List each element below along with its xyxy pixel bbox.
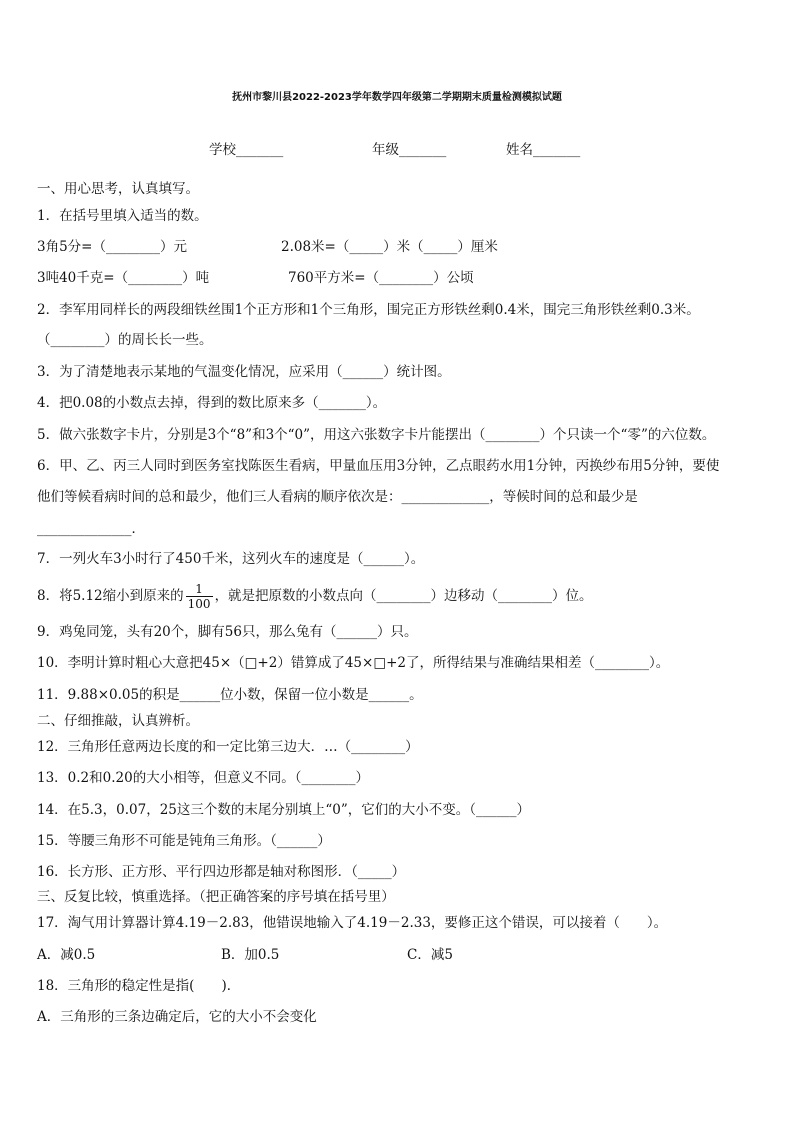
question-11: 11．9.88×0.05的积是______位小数，保留一位小数是______。 [37, 687, 423, 703]
question-1: 1．在括号里填入适当的数。 [37, 208, 208, 224]
section-3-heading: 三、反复比较，慎重选择。（把正确答案的序号填在括号里） [37, 889, 395, 905]
question-9: 9．鸡兔同笼，头有20个，脚有56只，那么兔有（______）只。 [37, 624, 418, 640]
name-field: 姓名_______ [506, 142, 581, 158]
question-4: 4．把0.08的小数点去掉，得到的数比原来多（_______）。 [37, 395, 387, 411]
question-6-line-3: ______________． [37, 521, 145, 537]
section-1-heading: 一、用心思考，认真填写。 [37, 181, 199, 197]
question-5: 5．做六张数字卡片，分别是3个“8”和3个“0”，用这六张数字卡片能摆出（________）个只读一个“零”的六位数。 [37, 427, 716, 443]
question-15: 15．等腰三角形不可能是钝角三角形。（______） [37, 833, 331, 849]
question-3: 3．为了清楚地表示某地的气温变化情况，应采用（______）统计图。 [37, 364, 451, 380]
question-17-option-b: B．加0.5 [221, 947, 280, 963]
question-17-option-c: C．减5 [407, 947, 453, 963]
fraction-numerator: 1 [186, 582, 213, 597]
question-16: 16．长方形、正方形、平行四边形都是轴对称图形．（_____） [37, 864, 406, 880]
exam-title: 抚州市黎川县2022-2023学年数学四年级第二学期期末质量检测模拟试题 [232, 92, 562, 103]
question-6-line-2: 他们等候看病时间的总和最少，他们三人看病的顺序依次是：_____________，等候时间的总和最少是 [37, 489, 638, 505]
fraction-denominator: 100 [187, 597, 211, 611]
question-13: 13．0.2和0.20的大小相等，但意义不同。（________） [37, 770, 369, 786]
question-14: 14．在5.3，0.07，25这三个数的末尾分别填上“0”，它们的大小不变。（______） [37, 802, 531, 818]
question-8-suffix: ，就是把原数的小数点向（________）边移动（________）位。 [214, 588, 593, 604]
fraction [186, 582, 213, 611]
question-2-line-2: （________）的周长长一些。 [37, 332, 213, 348]
section-2-heading: 二、仔细推敲，认真辨析。 [37, 713, 199, 729]
school-field: 学校_______ [209, 142, 284, 158]
question-2-line-1: 2．李军用同样长的两段细铁丝围1个正方形和1个三角形，围完正方形铁丝剩0.4米，围完三角形铁丝剩0.3米。 [37, 302, 700, 318]
question-1-c: 3吨40千克=（________）吨 [37, 270, 210, 286]
question-10: 10．李明计算时粗心大意把45×（□+2）错算成了45×□+2了，所得结果与准确结果相差（________）。 [37, 655, 670, 671]
question-12: 12．三角形任意两边长度的和一定比第三边大．…（________） [37, 739, 419, 755]
question-1-a: 3角5分=（________）元 [37, 239, 187, 255]
question-18-option-a: A．三角形的三条边确定后，它的大小不会变化 [37, 1009, 317, 1025]
question-8 [37, 578, 593, 614]
grade-field: 年级_______ [372, 142, 447, 158]
question-17-option-a: A．减0.5 [37, 947, 96, 963]
question-1-b: 2.08米=（_____）米（_____）厘米 [281, 239, 498, 255]
question-6-line-1: 6．甲、乙、丙三人同时到医务室找陈医生看病，甲量血压用3分钟，乙点眼药水用1分钟，丙换纱布用5分钟，要使 [37, 458, 720, 474]
question-17: 17．淘气用计算器计算4.19－2.83，他错误地输入了4.19－2.33，要修正这个错误，可以接着（ ）。 [37, 915, 668, 931]
question-18: 18．三角形的稳定性是指( )． [37, 978, 241, 994]
question-1-d: 760平方米=（________）公顷 [288, 270, 474, 286]
question-8-prefix: 8．将5.12缩小到原来的 [37, 588, 184, 604]
question-7: 7．一列火车3小时行了450千米，这列火车的速度是（______）。 [37, 551, 425, 567]
